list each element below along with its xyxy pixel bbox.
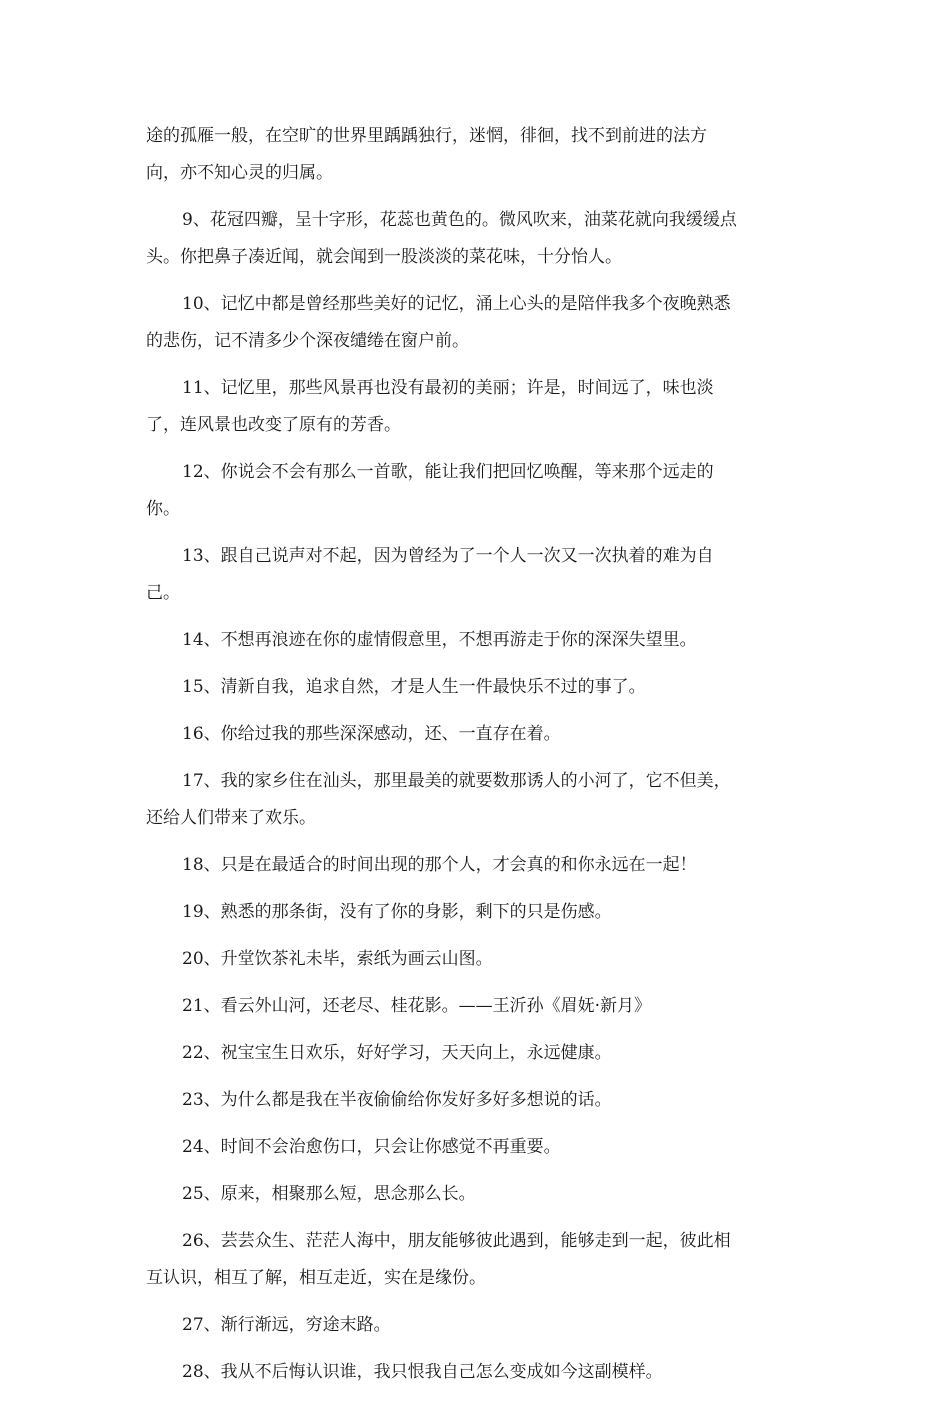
paragraph-line: 26、芸芸众生、茫茫人海中，朋友能够彼此遇到，能够走到一起，彼此相 (182, 1231, 731, 1251)
paragraph-line: 己。 (146, 583, 180, 603)
paragraph-line: 27、渐行渐远，穷途末路。 (182, 1315, 391, 1335)
paragraph-line: 18、只是在最适合的时间出现的那个人，才会真的和你永远在一起！ (182, 855, 697, 875)
paragraph-line: 的悲伤，记不清多少个深夜缱绻在窗户前。 (146, 331, 469, 351)
paragraph-line: 22、祝宝宝生日欢乐，好好学习，天天向上，永远健康。 (182, 1043, 612, 1063)
paragraph-line: 28、我从不后悔认识谁，我只恨我自己怎么变成如今这副模样。 (182, 1362, 663, 1382)
paragraph-line: 21、看云外山河，还老尽、桂花影。——王沂孙《眉妩·新月》 (182, 996, 652, 1016)
paragraph (146, 202, 804, 276)
paragraph-line: 16、你给过我的那些深深感动，还、一直存在着。 (182, 724, 561, 744)
paragraph (146, 622, 804, 659)
paragraph-line: 23、为什么都是我在半夜偷偷给你发好多好多想说的话。 (182, 1090, 612, 1110)
paragraph-line: 14、不想再浪迹在你的虚情假意里，不想再游走于你的深深失望里。 (182, 630, 697, 650)
paragraph-line: 头。你把鼻子凑近闻，就会闻到一股淡淡的菜花味，十分怡人。 (146, 247, 622, 267)
paragraph-line: 还给人们带来了欢乐。 (146, 808, 316, 828)
paragraph-line: 24、时间不会治愈伤口，只会让你感觉不再重要。 (182, 1137, 561, 1157)
paragraph (146, 1082, 804, 1119)
paragraph-line: 向，亦不知心灵的归属。 (146, 163, 333, 183)
paragraph (146, 763, 804, 837)
paragraph-line: 19、熟悉的那条街，没有了你的身影，剩下的只是伤感。 (182, 902, 612, 922)
paragraph (146, 1176, 804, 1213)
paragraph (146, 941, 804, 978)
paragraph (146, 847, 804, 884)
paragraph (146, 669, 804, 706)
paragraph-line: 17、我的家乡住在汕头，那里最美的就要数那诱人的小河了，它不但美， (182, 771, 731, 791)
paragraph (146, 1035, 804, 1072)
paragraph-line: 15、清新自我，追求自然，才是人生一件最快乐不过的事了。 (182, 677, 646, 697)
paragraph (146, 894, 804, 931)
paragraph (146, 538, 804, 612)
paragraph-line: 了，连风景也改变了原有的芳香。 (146, 415, 401, 435)
document-body (146, 118, 804, 1401)
paragraph (146, 118, 804, 192)
paragraph (146, 1223, 804, 1297)
paragraph (146, 988, 804, 1025)
paragraph-line: 9、花冠四瓣，呈十字形，花蕊也黄色的。微风吹来，油菜花就向我缓缓点 (182, 210, 737, 230)
paragraph (146, 716, 804, 753)
paragraph-line: 25、原来，相聚那么短，思念那么长。 (182, 1184, 476, 1204)
paragraph (146, 454, 804, 528)
paragraph (146, 1307, 804, 1344)
paragraph-line: 13、跟自己说声对不起，因为曾经为了一个人一次又一次执着的难为自 (182, 546, 714, 566)
paragraph (146, 370, 804, 444)
paragraph (146, 1129, 804, 1166)
paragraph-line: 20、升堂饮茶礼未毕，索纸为画云山图。 (182, 949, 493, 969)
paragraph (146, 1354, 804, 1391)
paragraph-line: 12、你说会不会有那么一首歌，能让我们把回忆唤醒，等来那个远走的 (182, 462, 714, 482)
paragraph-line: 你。 (146, 499, 180, 519)
paragraph-line: 10、记忆中都是曾经那些美好的记忆，涌上心头的是陪伴我多个夜晚熟悉 (182, 294, 731, 314)
paragraph-line: 途的孤雁一般，在空旷的世界里踽踽独行，迷惘，徘徊，找不到前进的法方 (146, 126, 707, 146)
paragraph-line: 互认识，相互了解，相互走近，实在是缘份。 (146, 1268, 486, 1288)
paragraph-line: 11、记忆里，那些风景再也没有最初的美丽；许是，时间远了，味也淡 (182, 378, 714, 398)
paragraph (146, 286, 804, 360)
